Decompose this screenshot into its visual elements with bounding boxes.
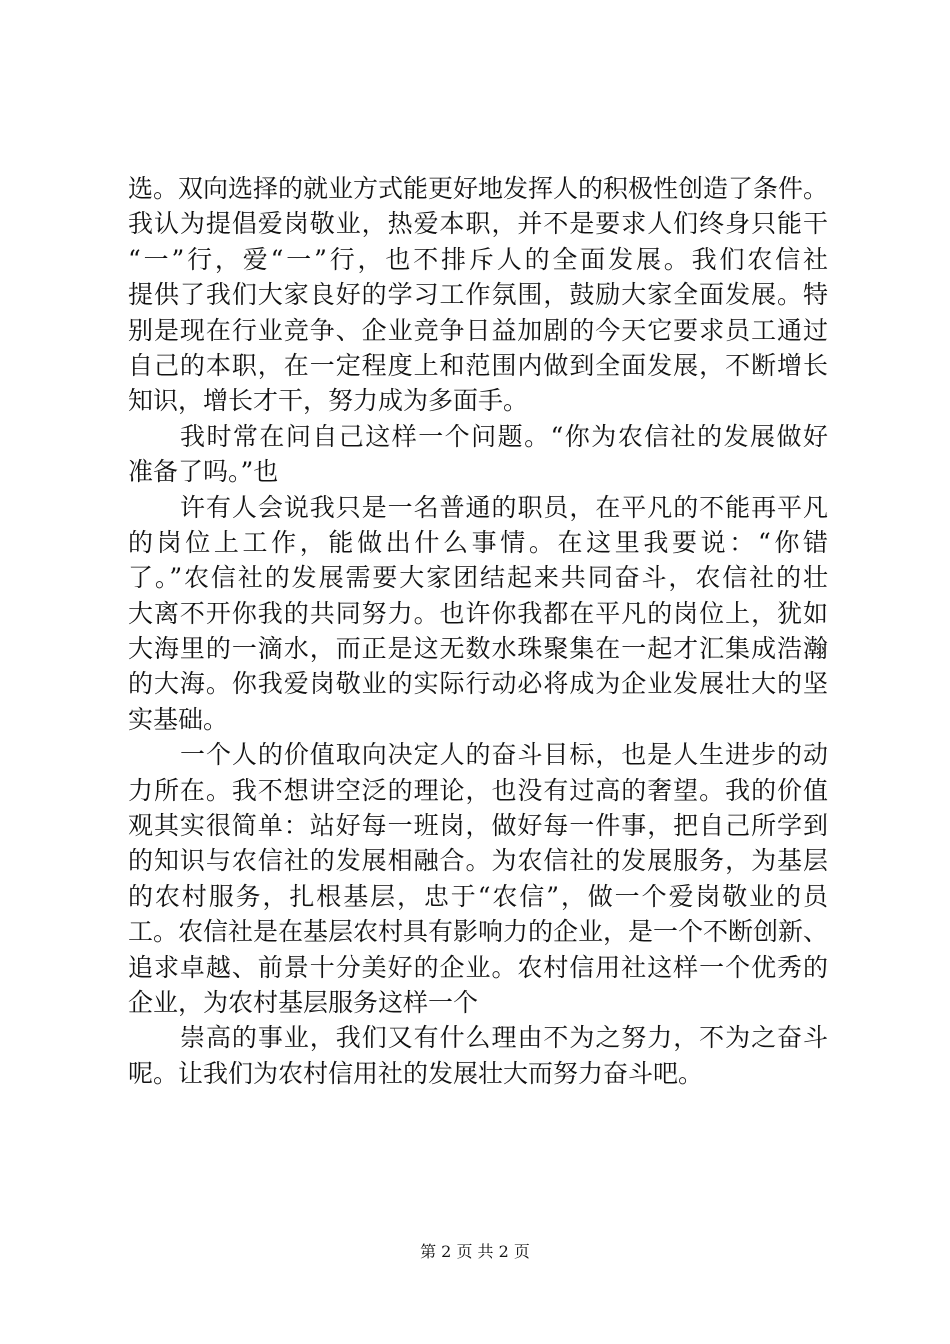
text-line: 许有人会说我只是一名普通的职员，在平凡的不能再平凡 [180, 492, 828, 522]
text-line: 自己的本职，在一定程度上和范围内做到全面发展，不断增长 [128, 350, 828, 380]
text-line: 知识，增长才干，努力成为多面手。 [128, 386, 529, 416]
text-line: 观其实很简单：站好每一班岗，做好每一件事，把自己所学到 [128, 811, 828, 841]
text-line: 崇高的事业，我们又有什么理由不为之努力，不为之奋斗 [180, 1023, 828, 1053]
text-line: 的岗位上工作，能做出什么事情。在这里我要说：“你错 [128, 527, 828, 557]
text-line: 的农村服务，扎根基层，忠于“农信”，做一个爱岗敬业的员 [128, 881, 828, 911]
text-line: 工。农信社是在基层农村具有影响力的企业，是一个不断创新、 [128, 917, 829, 947]
text-line: 我时常在问自己这样一个问题。“你为农信社的发展做好 [180, 421, 828, 451]
text-line: 追求卓越、前景十分美好的企业。农村信用社这样一个优秀的 [128, 952, 828, 982]
text-line: 的知识与农信社的发展相融合。为农信社的发展服务，为基层 [128, 846, 828, 876]
text-line: 力所在。我不想讲空泛的理论，也没有过高的奢望。我的价值 [128, 775, 828, 805]
text-line: 我认为提倡爱岗敬业，热爱本职，并不是要求人们终身只能干 [128, 209, 828, 239]
document-body [128, 171, 828, 1091]
text-line: 一个人的价值取向决定人的奋斗目标，也是人生进步的动 [180, 740, 828, 770]
text-line: 别是现在行业竞争、企业竞争日益加剧的今天它要求员工通过 [128, 315, 828, 345]
text-line: “一”行，爱“一”行，也不排斥人的全面发展。我们农信社 [128, 244, 828, 274]
text-line: 大海里的一滴水，而正是这无数水珠聚集在一起才汇集成浩瀚 [128, 634, 828, 664]
text-line: 了。”农信社的发展需要大家团结起来共同奋斗，农信社的壮 [128, 563, 828, 593]
text-line: 准备了吗。”也 [128, 457, 279, 487]
text-line: 的大海。你我爱岗敬业的实际行动必将成为企业发展壮大的坚 [128, 669, 828, 699]
text-line: 实基础。 [128, 704, 229, 734]
text-line: 呢。让我们为农村信用社的发展壮大而努力奋斗吧。 [128, 1058, 704, 1088]
text-line: 提供了我们大家良好的学习工作氛围，鼓励大家全面发展。特 [128, 280, 828, 310]
text-line: 选。双向选择的就业方式能更好地发挥人的积极性创造了条件。 [128, 174, 829, 203]
page-number-footer: 第 2 页 共 2 页 [420, 1242, 530, 1261]
text-line: 企业，为农村基层服务这样一个 [128, 987, 479, 1017]
text-line: 大离不开你我的共同努力。也许你我都在平凡的岗位上，犹如 [128, 598, 828, 628]
